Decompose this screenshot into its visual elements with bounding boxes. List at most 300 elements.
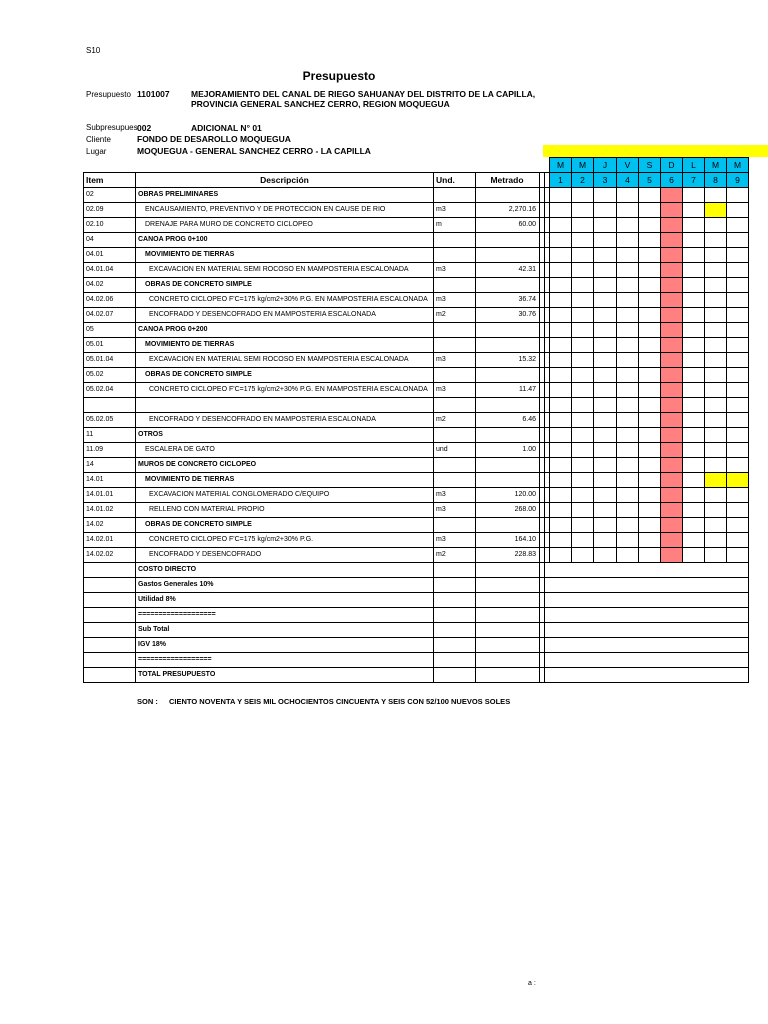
subpresupuesto-label: Subpresupues	[86, 123, 138, 132]
item-code-cell: 05.01	[84, 338, 136, 353]
day-number-cell: 9	[727, 173, 749, 188]
item-code-cell: 14.02.02	[84, 548, 136, 563]
metrado-cell	[476, 428, 540, 443]
metrado-cell: 6.46	[476, 413, 540, 428]
description-cell: EXCAVACION EN MATERIAL SEMI ROCOSO EN MAMPOSTERIA ESCALONADA	[136, 263, 434, 278]
item-code-cell: 04.01.04	[84, 263, 136, 278]
day-number-cell: 1	[550, 173, 572, 188]
schedule-cell	[594, 278, 617, 293]
metrado-cell: 11.47	[476, 383, 540, 398]
schedule-cell	[594, 338, 617, 353]
description-cell: EXCAVACION EN MATERIAL SEMI ROCOSO EN MAMPOSTERIA ESCALONADA	[136, 353, 434, 368]
schedule-cell	[550, 458, 572, 473]
unit-cell	[434, 248, 476, 263]
schedule-cell	[727, 278, 749, 293]
day-number-cell: 6	[661, 173, 683, 188]
schedule-cell	[705, 278, 727, 293]
schedule-cell	[661, 503, 683, 518]
schedule-cell	[705, 518, 727, 533]
item-code-cell	[84, 563, 136, 578]
item-code-cell	[84, 398, 136, 413]
schedule-cell	[661, 188, 683, 203]
table-row	[84, 383, 749, 398]
schedule-cell	[661, 218, 683, 233]
table-row	[84, 338, 749, 353]
schedule-cell	[639, 413, 661, 428]
schedule-cell	[705, 488, 727, 503]
unit-cell	[434, 578, 476, 593]
metrado-cell	[476, 458, 540, 473]
metrado-cell: 2,270.16	[476, 203, 540, 218]
total-row	[84, 578, 749, 593]
schedule-cell	[572, 293, 594, 308]
footer-note: a :	[528, 980, 536, 987]
schedule-cell	[550, 518, 572, 533]
unit-cell	[434, 638, 476, 653]
schedule-cell	[639, 203, 661, 218]
schedule-cell	[705, 218, 727, 233]
table-row	[84, 368, 749, 383]
schedule-cell	[705, 548, 727, 563]
day-number-cell: 8	[705, 173, 727, 188]
cliente-label: Cliente	[86, 135, 111, 144]
schedule-cell	[617, 413, 639, 428]
item-code-cell: 11	[84, 428, 136, 443]
schedule-cell	[572, 488, 594, 503]
schedule-cell	[705, 263, 727, 278]
schedule-cell	[683, 218, 705, 233]
day-letter-cell: L	[683, 158, 705, 173]
schedule-cell	[639, 188, 661, 203]
schedule-cell	[594, 353, 617, 368]
schedule-cell	[727, 413, 749, 428]
schedule-cell	[727, 353, 749, 368]
metrado-cell: 120.00	[476, 488, 540, 503]
schedule-cell	[639, 458, 661, 473]
schedule-cell	[727, 188, 749, 203]
table-row	[84, 443, 749, 458]
description-cell: ENCAUSAMIENTO, PREVENTIVO Y DE PROTECCION EN CAUSE DE RIO	[136, 203, 434, 218]
metrado-cell	[476, 248, 540, 263]
schedule-cell	[594, 533, 617, 548]
schedule-cell	[617, 368, 639, 383]
schedule-cell	[705, 323, 727, 338]
schedule-cell	[661, 278, 683, 293]
table-row	[84, 278, 749, 293]
unit-cell	[434, 653, 476, 668]
schedule-cell	[617, 323, 639, 338]
schedule-cell	[617, 503, 639, 518]
schedule-cell	[550, 383, 572, 398]
day-letter-cell: S	[639, 158, 661, 173]
schedule-cell	[661, 323, 683, 338]
totals-blank-area	[550, 608, 749, 623]
system-code: S10	[86, 46, 101, 55]
schedule-cell	[705, 248, 727, 263]
table-row	[84, 428, 749, 443]
table-row	[84, 353, 749, 368]
total-row	[84, 653, 749, 668]
table-row	[84, 458, 749, 473]
schedule-cell	[550, 338, 572, 353]
schedule-cell	[550, 278, 572, 293]
metrado-cell	[476, 398, 540, 413]
schedule-cell	[572, 413, 594, 428]
schedule-cell	[572, 458, 594, 473]
schedule-cell	[661, 518, 683, 533]
table-row	[84, 548, 749, 563]
day-number-cell: 3	[594, 173, 617, 188]
schedule-cell	[661, 443, 683, 458]
unit-cell	[434, 398, 476, 413]
item-code-cell	[84, 608, 136, 623]
table-row	[84, 413, 749, 428]
schedule-cell	[550, 443, 572, 458]
lugar-label: Lugar	[86, 147, 107, 156]
schedule-cell	[594, 458, 617, 473]
unit-cell: m2	[434, 413, 476, 428]
schedule-cell	[683, 428, 705, 443]
unit-cell	[434, 278, 476, 293]
schedule-cell	[550, 503, 572, 518]
schedule-cell	[639, 248, 661, 263]
unit-cell: m	[434, 218, 476, 233]
item-code-cell: 14.02.01	[84, 533, 136, 548]
schedule-cell	[661, 368, 683, 383]
item-code-cell: 14.02	[84, 518, 136, 533]
schedule-cell	[705, 308, 727, 323]
unit-cell	[434, 623, 476, 638]
schedule-cell	[705, 368, 727, 383]
schedule-cell	[572, 518, 594, 533]
schedule-cell	[639, 308, 661, 323]
metrado-cell: 268.00	[476, 503, 540, 518]
schedule-cell	[727, 443, 749, 458]
schedule-cell	[572, 353, 594, 368]
table-row	[84, 203, 749, 218]
total-label-cell: ==================	[136, 653, 434, 668]
unit-cell	[434, 518, 476, 533]
schedule-cell	[727, 473, 749, 488]
schedule-cell	[727, 458, 749, 473]
schedule-cell	[594, 503, 617, 518]
schedule-cell	[683, 533, 705, 548]
totals-blank-area	[550, 653, 749, 668]
metrado-cell	[476, 473, 540, 488]
schedule-cell	[639, 473, 661, 488]
totals-blank-area	[550, 668, 749, 683]
schedule-cell	[705, 473, 727, 488]
schedule-cell	[572, 398, 594, 413]
total-label-cell: TOTAL PRESUPUESTO	[136, 668, 434, 683]
total-label-cell: Sub Total	[136, 623, 434, 638]
metrado-cell: 60.00	[476, 218, 540, 233]
schedule-cell	[683, 518, 705, 533]
table-row	[84, 263, 749, 278]
schedule-cell	[661, 413, 683, 428]
unit-cell	[434, 608, 476, 623]
item-code-cell: 04.01	[84, 248, 136, 263]
day-letter-row	[84, 158, 749, 173]
schedule-cell	[727, 488, 749, 503]
unit-cell	[434, 188, 476, 203]
description-cell	[136, 398, 434, 413]
schedule-cell	[572, 323, 594, 338]
schedule-cell	[683, 278, 705, 293]
day-letter-cell: M	[550, 158, 572, 173]
schedule-cell	[661, 533, 683, 548]
description-cell: CONCRETO CICLOPEO F'C=175 kg/cm2+30% P.G.	[136, 533, 434, 548]
schedule-cell	[594, 233, 617, 248]
schedule-cell	[705, 338, 727, 353]
item-code-cell: 04	[84, 233, 136, 248]
item-code-cell: 05.02.04	[84, 383, 136, 398]
unit-cell	[434, 323, 476, 338]
lugar-value: MOQUEGUA - GENERAL SANCHEZ CERRO - LA CAPILLA	[137, 146, 371, 156]
total-label-cell: ===================	[136, 608, 434, 623]
schedule-cell	[594, 383, 617, 398]
unit-cell	[434, 458, 476, 473]
presupuesto-label: Presupuesto	[86, 90, 131, 99]
description-cell: OBRAS DE CONCRETO SIMPLE	[136, 368, 434, 383]
header-unit: Und.	[434, 173, 476, 188]
schedule-cell	[617, 293, 639, 308]
totals-blank-area	[550, 638, 749, 653]
schedule-cell	[550, 203, 572, 218]
schedule-cell	[550, 248, 572, 263]
metrado-cell: 1.00	[476, 443, 540, 458]
total-row	[84, 563, 749, 578]
schedule-cell	[550, 263, 572, 278]
day-letter-cell: M	[705, 158, 727, 173]
schedule-cell	[683, 548, 705, 563]
description-cell: OBRAS PRELIMINARES	[136, 188, 434, 203]
schedule-cell	[617, 443, 639, 458]
unit-cell: m3	[434, 488, 476, 503]
schedule-cell	[639, 233, 661, 248]
description-cell: ESCALERA DE GATO	[136, 443, 434, 458]
item-code-cell: 02.10	[84, 218, 136, 233]
schedule-cell	[594, 413, 617, 428]
total-row	[84, 668, 749, 683]
schedule-cell	[705, 383, 727, 398]
schedule-cell	[594, 428, 617, 443]
item-code-cell: 04.02.07	[84, 308, 136, 323]
table-row	[84, 398, 749, 413]
schedule-cell	[617, 308, 639, 323]
metrado-cell	[476, 188, 540, 203]
description-cell: EXCAVACION MATERIAL CONGLOMERADO C/EQUIPO	[136, 488, 434, 503]
schedule-cell	[617, 263, 639, 278]
total-label-cell: IGV 18%	[136, 638, 434, 653]
day-number-cell: 7	[683, 173, 705, 188]
schedule-cell	[639, 338, 661, 353]
metrado-cell	[476, 323, 540, 338]
totals-blank-area	[550, 563, 749, 578]
description-cell: MOVIMIENTO DE TIERRAS	[136, 248, 434, 263]
schedule-cell	[639, 323, 661, 338]
item-code-cell	[84, 638, 136, 653]
schedule-cell	[550, 428, 572, 443]
schedule-cell	[639, 488, 661, 503]
schedule-cell	[683, 383, 705, 398]
schedule-cell	[661, 353, 683, 368]
unit-cell	[434, 338, 476, 353]
schedule-cell	[572, 233, 594, 248]
budget-table	[83, 157, 749, 683]
schedule-cell	[550, 323, 572, 338]
description-cell: OBRAS DE CONCRETO SIMPLE	[136, 278, 434, 293]
schedule-cell	[727, 263, 749, 278]
unit-cell: und	[434, 443, 476, 458]
unit-cell	[434, 473, 476, 488]
schedule-cell	[727, 533, 749, 548]
header-spacer	[84, 158, 550, 173]
header-metrado: Metrado	[476, 173, 540, 188]
item-code-cell	[84, 653, 136, 668]
schedule-cell	[683, 263, 705, 278]
unit-cell: m3	[434, 203, 476, 218]
unit-cell	[434, 233, 476, 248]
item-code-cell	[84, 578, 136, 593]
total-label-cell: COSTO DIRECTO	[136, 563, 434, 578]
schedule-cell	[594, 188, 617, 203]
schedule-cell	[705, 233, 727, 248]
schedule-cell	[617, 488, 639, 503]
item-code-cell: 04.02.06	[84, 293, 136, 308]
schedule-cell	[727, 428, 749, 443]
schedule-cell	[639, 548, 661, 563]
schedule-cell	[683, 473, 705, 488]
schedule-cell	[661, 293, 683, 308]
header-item: Item	[84, 173, 136, 188]
schedule-cell	[594, 248, 617, 263]
description-cell: MUROS DE CONCRETO CICLOPEO	[136, 458, 434, 473]
day-letter-cell: D	[661, 158, 683, 173]
column-header-row	[84, 173, 749, 188]
amount-cell	[476, 638, 540, 653]
schedule-cell	[594, 293, 617, 308]
amount-cell	[476, 593, 540, 608]
schedule-cell	[661, 308, 683, 323]
schedule-cell	[705, 203, 727, 218]
schedule-cell	[727, 308, 749, 323]
metrado-cell: 164.10	[476, 533, 540, 548]
item-code-cell: 11.09	[84, 443, 136, 458]
table-row	[84, 233, 749, 248]
totals-blank-area	[550, 593, 749, 608]
schedule-cell	[683, 353, 705, 368]
schedule-cell	[683, 398, 705, 413]
day-letter-cell: M	[727, 158, 749, 173]
schedule-cell	[550, 188, 572, 203]
total-label-cell: Utilidad 8%	[136, 593, 434, 608]
table-row	[84, 518, 749, 533]
schedule-cell	[639, 383, 661, 398]
schedule-cell	[705, 503, 727, 518]
amount-cell	[476, 653, 540, 668]
schedule-cell	[705, 413, 727, 428]
schedule-cell	[683, 188, 705, 203]
schedule-cell	[594, 203, 617, 218]
unit-cell	[434, 593, 476, 608]
description-cell: ENCOFRADO Y DESENCOFRADO	[136, 548, 434, 563]
schedule-cell	[617, 248, 639, 263]
schedule-cell	[617, 428, 639, 443]
metrado-cell: 228.83	[476, 548, 540, 563]
schedule-cell	[594, 323, 617, 338]
description-cell: ENCOFRADO Y DESENCOFRADO EN MAMPOSTERIA ESCALONADA	[136, 308, 434, 323]
schedule-cell	[683, 458, 705, 473]
amount-cell	[476, 563, 540, 578]
item-code-cell: 05.01.04	[84, 353, 136, 368]
schedule-cell	[617, 518, 639, 533]
presupuesto-desc-line1: MEJORAMIENTO DEL CANAL DE RIEGO SAHUANAY DEL DISTRITO DE LA CAPILLA,	[191, 89, 536, 99]
schedule-cell	[639, 518, 661, 533]
schedule-cell	[594, 488, 617, 503]
unit-cell	[434, 563, 476, 578]
table-row	[84, 188, 749, 203]
metrado-cell: 42.31	[476, 263, 540, 278]
schedule-cell	[661, 488, 683, 503]
totals-blank-area	[550, 623, 749, 638]
schedule-cell	[639, 278, 661, 293]
description-cell: ENCOFRADO Y DESENCOFRADO EN MAMPOSTERIA ESCALONADA	[136, 413, 434, 428]
schedule-cell	[661, 233, 683, 248]
total-row	[84, 638, 749, 653]
schedule-cell	[594, 368, 617, 383]
total-row	[84, 623, 749, 638]
schedule-cell	[727, 338, 749, 353]
schedule-cell	[639, 443, 661, 458]
table-row	[84, 293, 749, 308]
schedule-cell	[550, 548, 572, 563]
schedule-cell	[550, 308, 572, 323]
amount-cell	[476, 623, 540, 638]
schedule-cell	[727, 503, 749, 518]
schedule-cell	[661, 203, 683, 218]
schedule-cell	[550, 233, 572, 248]
schedule-cell	[572, 278, 594, 293]
item-code-cell: 04.02	[84, 278, 136, 293]
table-row	[84, 218, 749, 233]
item-code-cell: 14.01.01	[84, 488, 136, 503]
schedule-cell	[617, 338, 639, 353]
unit-cell	[434, 428, 476, 443]
amount-cell	[476, 578, 540, 593]
schedule-cell	[594, 218, 617, 233]
schedule-cell	[550, 353, 572, 368]
schedule-cell	[661, 383, 683, 398]
schedule-cell	[617, 473, 639, 488]
schedule-cell	[683, 293, 705, 308]
metrado-cell	[476, 518, 540, 533]
schedule-cell	[572, 308, 594, 323]
schedule-cell	[683, 308, 705, 323]
schedule-cell	[572, 338, 594, 353]
unit-cell	[434, 368, 476, 383]
day-letter-cell: M	[572, 158, 594, 173]
schedule-cell	[617, 398, 639, 413]
schedule-cell	[661, 263, 683, 278]
description-cell: CONCRETO CICLOPEO F'C=175 kg/cm2+30% P.G. EN MAMPOSTERIA ESCALONADA	[136, 383, 434, 398]
description-cell: DRENAJE PARA MURO DE CONCRETO CICLOPEO	[136, 218, 434, 233]
schedule-cell	[683, 233, 705, 248]
schedule-cell	[572, 443, 594, 458]
schedule-cell	[572, 383, 594, 398]
schedule-cell	[617, 533, 639, 548]
schedule-cell	[572, 533, 594, 548]
